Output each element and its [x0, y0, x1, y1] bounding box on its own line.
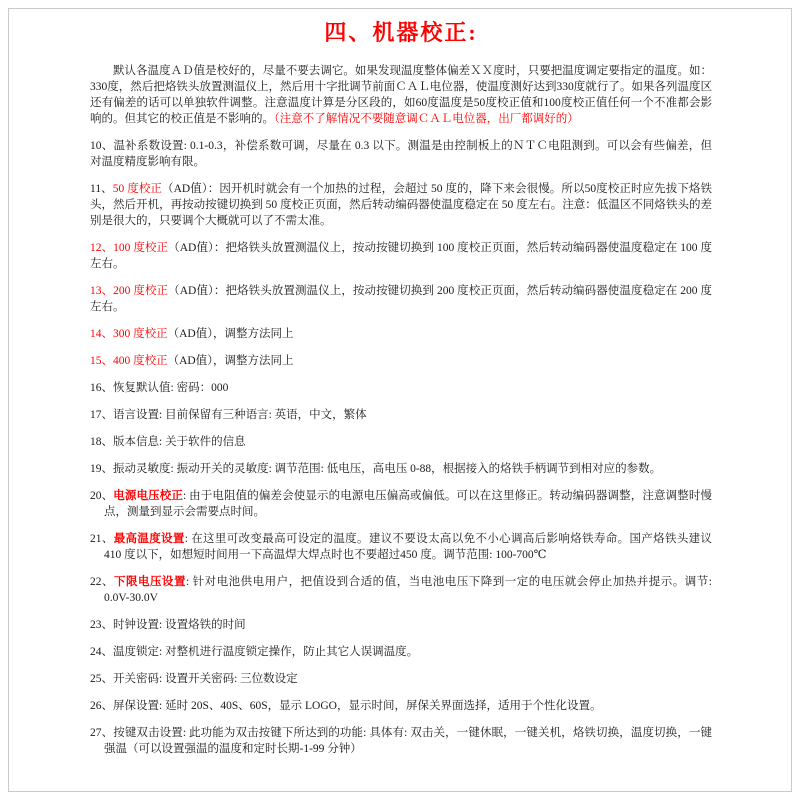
- item-number: 21、: [90, 533, 114, 545]
- item-red-heading: 15、400 度校正: [90, 355, 168, 367]
- intro-paragraph: [90, 63, 712, 127]
- list-item: [90, 283, 712, 315]
- item-number: 22、: [90, 576, 115, 588]
- item-text: : 针对电池供电用户，把值设到合适的值，当电池电压下降到一定的电压就会停止加热并提示。调节: 0.0V-30.0V: [104, 576, 713, 604]
- list-item: [90, 725, 712, 757]
- item-number: 27、: [90, 727, 114, 739]
- item-text: 按键双击设置: 此功能为双击按键下所达到的功能: 具体有: 双击关，一键休眠，一键关机，烙铁切换，温度切换，一键强温（可以设置强温的温度和定时长期-1-99 分钟）: [104, 727, 712, 755]
- item-text: : 在这里可改变最高可设定的温度。建议不要设太高以免不小心调高后影响烙铁寿命。国产烙铁头建议 410 度以下，如想短时间用一下高温焊大焊点时也不要超过450 度。调节范围: 100-700℃: [104, 533, 713, 561]
- item-number: 24、: [90, 646, 113, 658]
- page-title: 四、机器校正:: [324, 20, 478, 45]
- item-text: 版本信息: 关于软件的信息: [113, 436, 246, 448]
- item-text: （AD值）：因开机时就会有一个加热的过程，会超过 50 度的，降下来会很慢。所以50度校正时应先拔下烙铁头，然后开机，再按动按键切换到 50 度校正页面，然后转动编码器使温度稳定在 50 度左右。注意：低温区不同烙铁头的差别是很大的，只要调个大概就可以了不需太准。: [90, 183, 712, 227]
- list-item: [90, 181, 712, 229]
- item-text: 振动灵敏度: 振动开关的灵敏度: 调节范围: 低电压，高电压 0-88，根据接入的烙铁手柄调节到相对应的参数。: [113, 463, 662, 475]
- item-number: 20、: [90, 490, 114, 502]
- item-text: （AD值），调整方法同上: [167, 328, 294, 340]
- list-item: [90, 138, 712, 170]
- list-item: [90, 531, 712, 563]
- list-item: [90, 353, 712, 369]
- item-number: 18、: [90, 436, 113, 448]
- item-text: : 由于电阻值的偏差会使显示的电源电压偏高或偏低。可以在这里修正。转动编码器调整，注意调整时慢点，测量到显示会需要点时间。: [104, 490, 713, 518]
- item-text: 屏保设置: 延时 20S、40S、60S，显示 LOGO，显示时间，屏保关界面选择，适用于个性化设置。: [113, 700, 602, 712]
- item-number: 25、: [90, 673, 113, 685]
- item-text: （AD值）：把烙铁头放置测温仪上，按动按键切换到 100 度校正页面，然后转动编码器使温度稳定在 100 度左右。: [90, 242, 713, 270]
- list-item: [90, 574, 712, 606]
- list-item: [90, 240, 712, 272]
- item-red-heading: 最高温度设置: [113, 533, 185, 545]
- item-text: 温度锁定: 对整机进行温度锁定操作，防止其它人误调温度。: [113, 646, 419, 658]
- item-number: 16、: [90, 382, 113, 394]
- item-red-heading: 13、200 度校正: [90, 285, 169, 297]
- item-red-heading: 下限电压设置: [114, 576, 187, 588]
- intro-red-note: （注意不了解情况不要随意调ＣＡＬ电位器，出厂都调好的）: [274, 113, 579, 125]
- item-text: 温补系数设置: 0.1-0.3，补偿系数可调，尽量在 0.3 以下。测温是由控制板上的ＮＴＣ电阻测到。可以会有些偏差，但对温度精度影响有限。: [90, 140, 713, 168]
- item-red-heading: 14、300 度校正: [90, 328, 168, 340]
- item-number: 11、: [90, 183, 113, 195]
- item-number: 23、: [90, 619, 113, 631]
- item-text: （AD值），调整方法同上: [167, 355, 294, 367]
- item-text: 时钟设置: 设置烙铁的时间: [113, 619, 246, 631]
- list-item: [90, 461, 712, 477]
- list-item: [90, 698, 712, 714]
- list-item: [90, 407, 712, 423]
- list-item: [90, 671, 712, 687]
- list-item: [90, 380, 712, 396]
- item-number: 26、: [90, 700, 113, 712]
- list-item: [90, 644, 712, 660]
- item-text: 恢复默认值: 密码：000: [113, 382, 229, 394]
- list-item: [90, 617, 712, 633]
- item-number: 17、: [90, 409, 113, 421]
- item-number: 19、: [90, 463, 113, 475]
- item-red-heading: 12、100 度校正: [90, 242, 169, 254]
- item-red-heading: 50 度校正: [112, 183, 163, 195]
- document-content: [90, 12, 712, 768]
- item-text: 语言设置: 目前保留有三种语言: 英语，中文，繁体: [113, 409, 367, 421]
- list-item: [90, 488, 712, 520]
- intro-text: 默认各温度ＡＤ值是校好的，尽量不要去调它。如果发现温度整体偏差ＸＸ度时，只要把温度调定要指定的温度。如：330度，然后把烙铁头放置测温仪上，然后用十字批调节前面ＣＡＬ电位器，使温度测好达到330度就行了。如果各列温度区还有偏差的话可以单独软件调整。注意温度计算是分区段的，如60度温度是50度校正值和100度校正值任何一个不准都会影响的。但其它的校正值是不影响的。: [90, 65, 712, 125]
- item-number: 10、: [90, 140, 114, 152]
- list-item: [90, 326, 712, 342]
- list-item: [90, 434, 712, 450]
- item-text: （AD值）：把烙铁头放置测温仪上，按动按键切换到 200 度校正页面，然后转动编码器使温度稳定在 200 度左右。: [90, 285, 713, 313]
- item-text: 开关密码: 设置开关密码: 三位数设定: [113, 673, 298, 685]
- item-red-heading: 电源电压校正: [113, 490, 183, 502]
